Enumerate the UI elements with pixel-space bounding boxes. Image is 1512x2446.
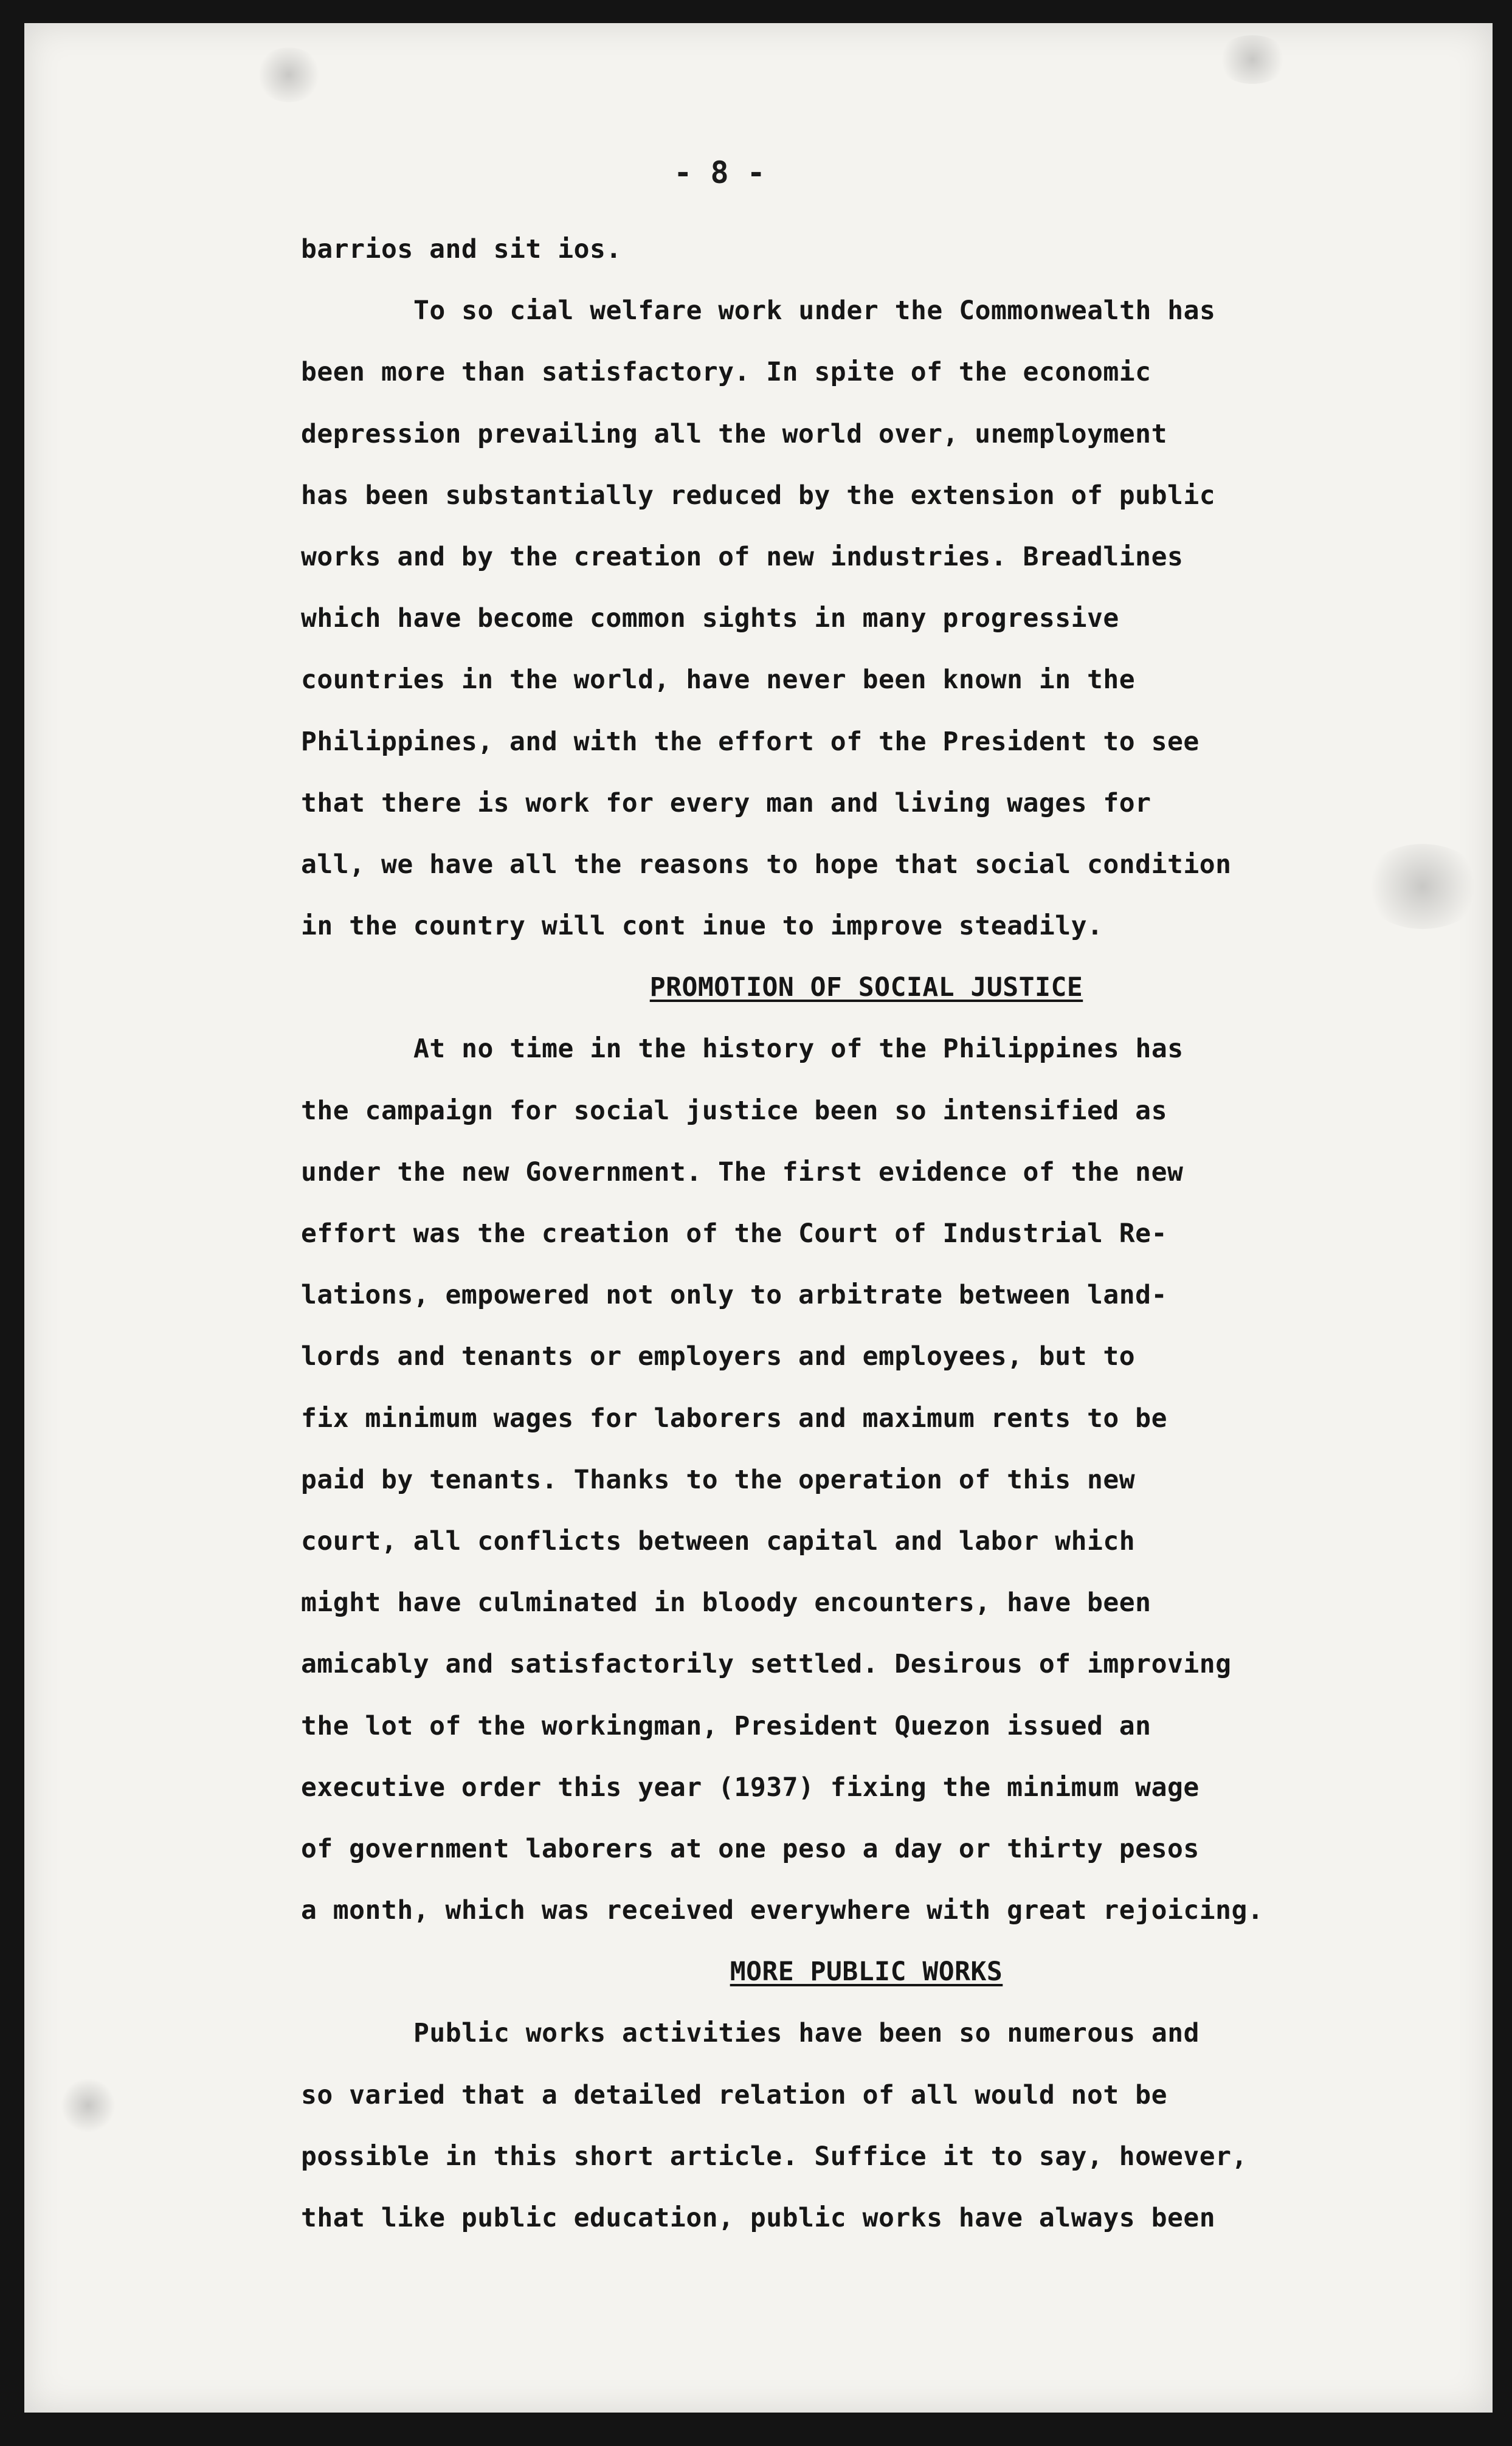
text-line: a month, which was received everywhere with great rejoicing. — [301, 1895, 1264, 1926]
text-line: of government laborers at one peso a day or thirty pesos — [301, 1833, 1200, 1864]
text-line: Philippines, and with the effort of the President to see — [301, 726, 1200, 757]
text-line: fix minimum wages for laborers and maximum rents to be — [301, 1403, 1167, 1434]
text-line: possible in this short article. Suffice it to say, however, — [301, 2141, 1248, 2172]
text-line: which have become common sights in many progressive — [301, 603, 1119, 634]
page-number: - 8 - — [674, 155, 765, 190]
ink-smudge — [61, 2078, 116, 2133]
text-line: paid by tenants. Thanks to the operation of this new — [301, 1464, 1136, 1495]
paragraph-first-line: To so cial welfare work under the Commonwealth has — [413, 295, 1216, 326]
ink-smudge — [255, 47, 322, 102]
text-line: under the new Government. The first evidence of the new — [301, 1156, 1184, 1187]
text-line: that like public education, public works have always been — [301, 2203, 1216, 2233]
text-line: that there is work for every man and living wages for — [301, 787, 1151, 818]
text-line: barrios and sit ios. — [301, 234, 622, 264]
text-line: all, we have all the reasons to hope that social condition — [301, 849, 1232, 880]
text-line: amicably and satisfactorily settled. Desirous of improving — [301, 1649, 1232, 1680]
text-line: the campaign for social justice been so intensified as — [301, 1095, 1167, 1126]
text-line: has been substantially reduced by the extension of public — [301, 480, 1216, 511]
document-body — [301, 219, 1456, 2249]
section-heading: PROMOTION OF SOCIAL JUSTICE — [649, 972, 1083, 1003]
ink-smudge — [1216, 35, 1289, 84]
text-line: countries in the world, have never been known in the — [301, 665, 1136, 696]
text-line: effort was the creation of the Court of Industrial Re- — [301, 1218, 1167, 1249]
text-line: court, all conflicts between capital and labor which — [301, 1525, 1136, 1556]
text-line: might have culminated in bloody encounters, have been — [301, 1587, 1151, 1619]
text-line: the lot of the workingman, President Quezon issued an — [301, 1710, 1151, 1741]
text-line: been more than satisfactory. In spite of the economic — [301, 357, 1151, 388]
paragraph-first-line: Public works activities have been so numerous and — [413, 2018, 1200, 2049]
paragraph-first-line: At no time in the history of the Philippines has — [413, 1034, 1184, 1065]
text-line: lations, empowered not only to arbitrate between land- — [301, 1280, 1167, 1311]
section-heading: MORE PUBLIC WORKS — [730, 1957, 1003, 1988]
text-line: works and by the creation of new industries. Breadlines — [301, 541, 1184, 572]
text-line: executive order this year (1937) fixing the minimum wage — [301, 1772, 1200, 1803]
text-line: lords and tenants or employers and employees, but to — [301, 1341, 1136, 1372]
text-line: so varied that a detailed relation of all would not be — [301, 2079, 1167, 2110]
text-line: depression prevailing all the world over, unemployment — [301, 418, 1167, 449]
text-line: in the country will cont inue to improve steadily. — [301, 911, 1103, 942]
